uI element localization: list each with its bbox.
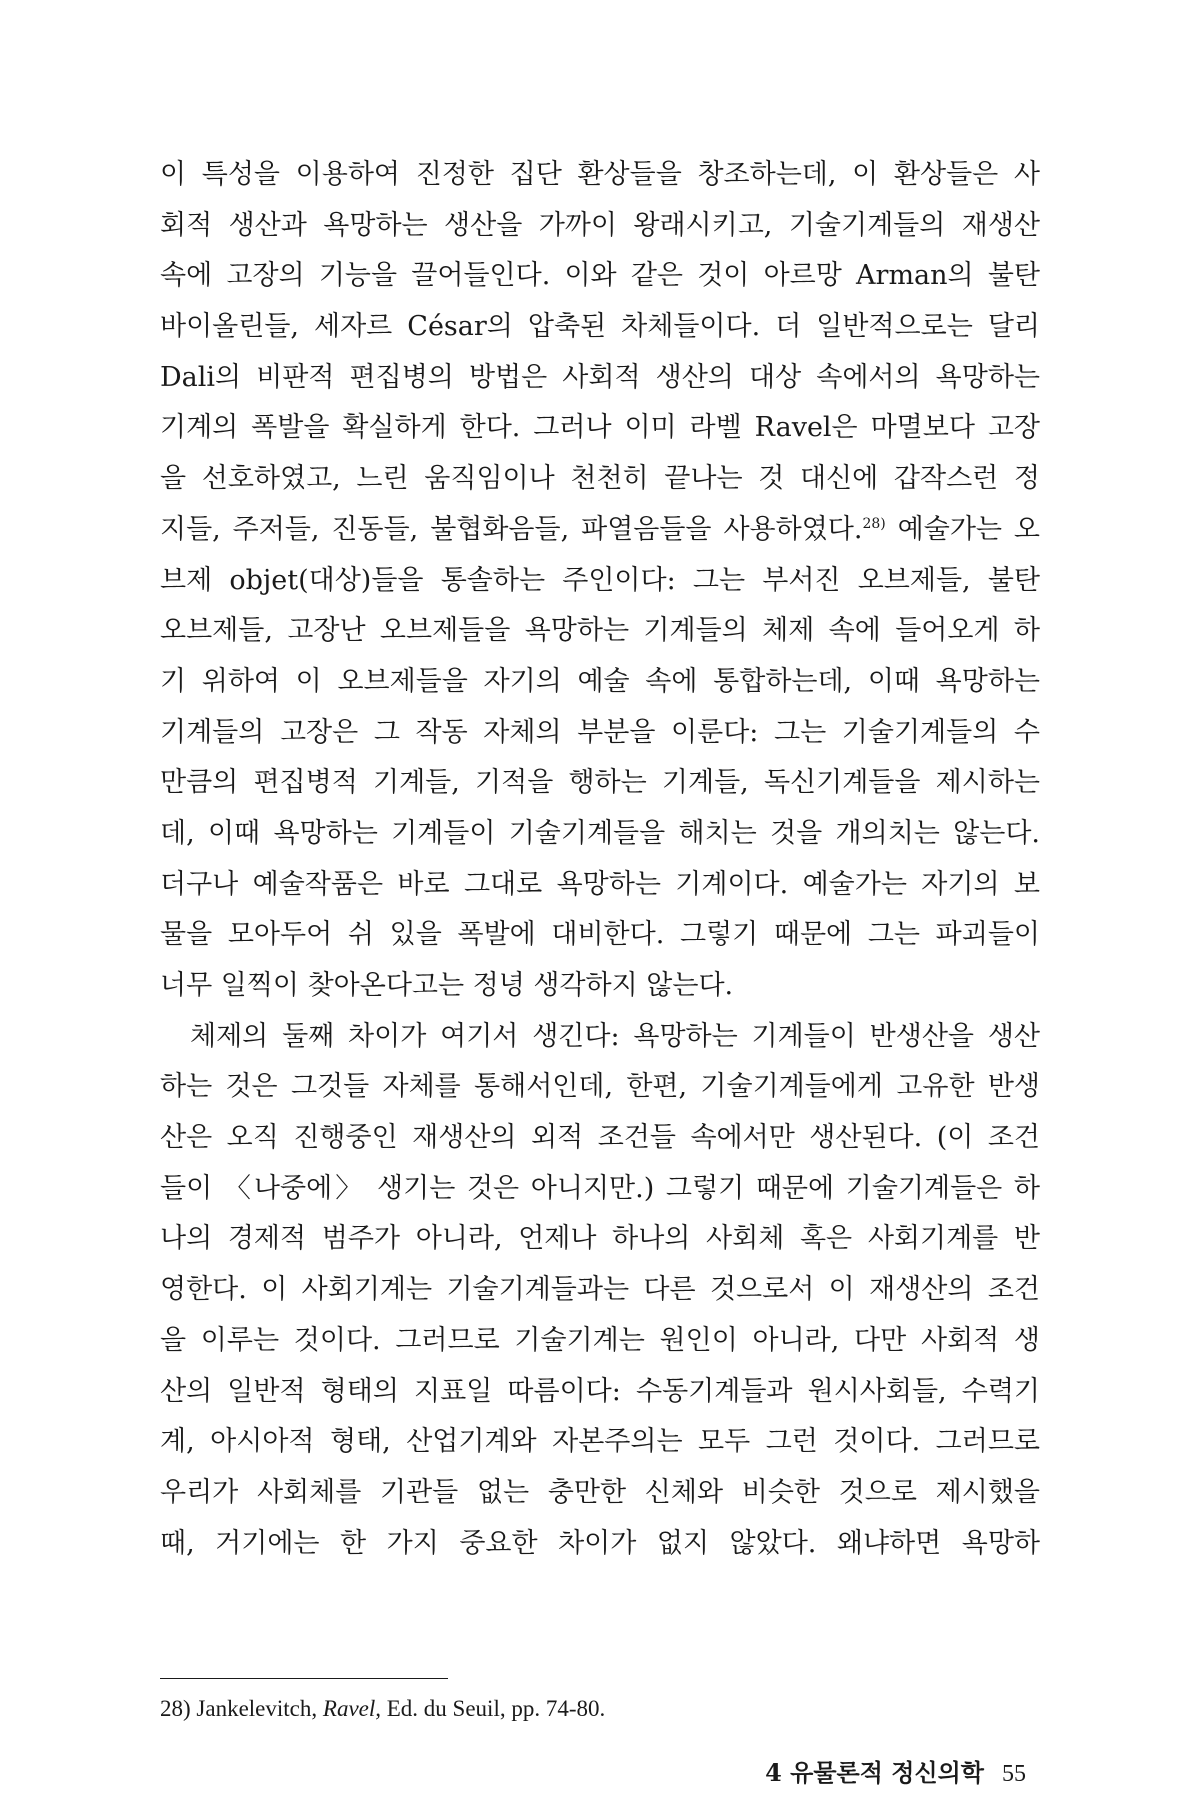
text-line — [160, 454, 1040, 505]
footnote-author: Jankelevitch, — [196, 1696, 318, 1721]
text-line-content: 을 이루는 것이다. 그러므로 기술기계는 원인이 아니라, 다만 사회적 생 — [160, 1324, 1040, 1356]
text-line-content: 하는 것은 그것들 자체를 통해서인데, 한편, 기술기계들에게 고유한 반생 — [160, 1071, 1040, 1103]
text-line-content: 속에 고장의 기능을 끌어들인다. 이와 같은 것이 아르망 Arman의 불탄 — [160, 260, 1040, 292]
text-line-content: 을 선호하였고, 느린 움직임이나 천천히 끝나는 것 대신에 갑작스런 정 — [160, 463, 1040, 495]
text-line — [160, 1367, 1040, 1418]
footnote-title: Ravel, — [322, 1696, 381, 1721]
text-line-content: 계, 아시아적 형태, 산업기계와 자본주의는 모두 그런 것이다. 그러므로 — [160, 1426, 1040, 1458]
text-line-content: 브제 objet(대상)들을 통솔하는 주인이다: 그는 부서진 오브제들, 불탄 — [160, 564, 1040, 596]
text-line — [160, 708, 1040, 759]
body-text — [160, 150, 1040, 1569]
text-line — [160, 657, 1040, 708]
text-line — [160, 1417, 1040, 1468]
text-line-content: 기계의 폭발을 확실하게 한다. 그러나 이미 라벨 Ravel은 마멸보다 고장 — [160, 412, 1040, 444]
text-line — [160, 1214, 1040, 1265]
text-line — [160, 860, 1040, 911]
text-line-content: 들이 〈나중에〉 생기는 것은 아니지만.) 그렇기 때문에 기술기계들은 하 — [160, 1172, 1040, 1204]
text-line-content: 만큼의 편집병적 기계들, 기적을 행하는 기계들, 독신기계들을 제시하는 — [160, 767, 1040, 799]
text-line-content: 너무 일찍이 찾아온다고는 정녕 생각하지 않는다. — [160, 970, 734, 1001]
text-line-content: 물을 모아두어 쉬 있을 폭발에 대비한다. 그렇기 때문에 그는 파괴들이 — [160, 919, 1040, 951]
text-line — [160, 809, 1040, 860]
footnote-details: Ed. du Seuil, pp. 74-80. — [386, 1696, 606, 1721]
text-line-content: 지들, 주저들, 진동들, 불협화음들, 파열음들을 사용하였다. — [160, 513, 863, 545]
footnote-divider — [160, 1678, 448, 1679]
text-line — [160, 1265, 1040, 1316]
text-line-content: 회적 생산과 욕망하는 생산을 가까이 왕래시키고, 기술기계들의 재생산 — [160, 209, 1040, 241]
text-line-content: Dali의 비판적 편집병의 방법은 사회적 생산의 대상 속에서의 욕망하는 — [160, 361, 1040, 393]
text-line-content: 데, 이때 욕망하는 기계들이 기술기계들을 해치는 것을 개의치는 않는다. — [160, 817, 1040, 849]
text-line — [160, 201, 1040, 252]
text-line-content: 나의 경제적 범주가 아니라, 언제나 하나의 사회체 혹은 사회기계를 반 — [160, 1223, 1040, 1255]
text-line — [160, 302, 1040, 353]
text-line — [160, 251, 1040, 302]
text-line-content: 체제의 둘째 차이가 여기서 생긴다: 욕망하는 기계들이 반생산을 생산 — [190, 1020, 1040, 1052]
text-line — [160, 150, 1040, 201]
text-line-content: 기 위하여 이 오브제들을 자기의 예술 속에 통합하는데, 이때 욕망하는 — [160, 665, 1040, 697]
text-line — [160, 1113, 1040, 1164]
text-line — [160, 961, 1040, 1012]
text-line-content: 기계들의 고장은 그 작동 자체의 부분을 이룬다: 그는 기술기계들의 수 — [160, 716, 1040, 748]
text-line — [160, 1012, 1040, 1063]
footnote-28 — [160, 1694, 605, 1724]
page-number: 55 — [1002, 1761, 1026, 1787]
text-line-content: 산의 일반적 형태의 지표일 따름이다: 수동기계들과 원시사회들, 수력기 — [160, 1375, 1040, 1407]
text-line — [160, 1519, 1040, 1570]
text-line — [160, 556, 1040, 607]
text-line-content: 바이올린들, 세자르 César의 압축된 차체들이다. 더 일반적으로는 달리 — [160, 311, 1040, 343]
text-line-continuation: 예술가는 오 — [885, 513, 1041, 545]
text-line — [160, 1062, 1040, 1113]
text-line-content: 산은 오직 진행중인 재생산의 외적 조건들 속에서만 생산된다. (이 조건 — [160, 1122, 1040, 1154]
text-line-content: 우리가 사회체를 기관들 없는 충만한 신체와 비슷한 것으로 제시했을 — [160, 1476, 1040, 1508]
text-line-content: 이 특성을 이용하여 진정한 집단 환상들을 창조하는데, 이 환상들은 사 — [160, 159, 1040, 190]
text-line-content: 영한다. 이 사회기계는 기술기계들과는 다른 것으로서 이 재생산의 조건 — [160, 1274, 1040, 1306]
text-line — [160, 1468, 1040, 1519]
text-line — [160, 353, 1040, 404]
text-line-content: 때, 거기에는 한 가지 중요한 차이가 없지 않았다. 왜냐하면 욕망하 — [160, 1527, 1040, 1559]
text-line — [160, 758, 1040, 809]
text-line — [160, 403, 1040, 454]
text-line — [160, 1164, 1040, 1215]
running-footer — [765, 1758, 1026, 1789]
footnote-number: 28) — [160, 1696, 191, 1721]
chapter-title: 4 유물론적 정신의학 — [765, 1758, 984, 1787]
footnote-reference: 28) — [862, 515, 886, 532]
text-line-content: 오브제들, 고장난 오브제들을 욕망하는 기계들의 체제 속에 들어오게 하 — [160, 615, 1040, 647]
text-line — [160, 910, 1040, 961]
text-line — [160, 1316, 1040, 1367]
text-line-content: 더구나 예술작품은 바로 그대로 욕망하는 기계이다. 예술가는 자기의 보 — [160, 868, 1040, 900]
text-line — [160, 606, 1040, 657]
text-line — [160, 505, 1040, 556]
